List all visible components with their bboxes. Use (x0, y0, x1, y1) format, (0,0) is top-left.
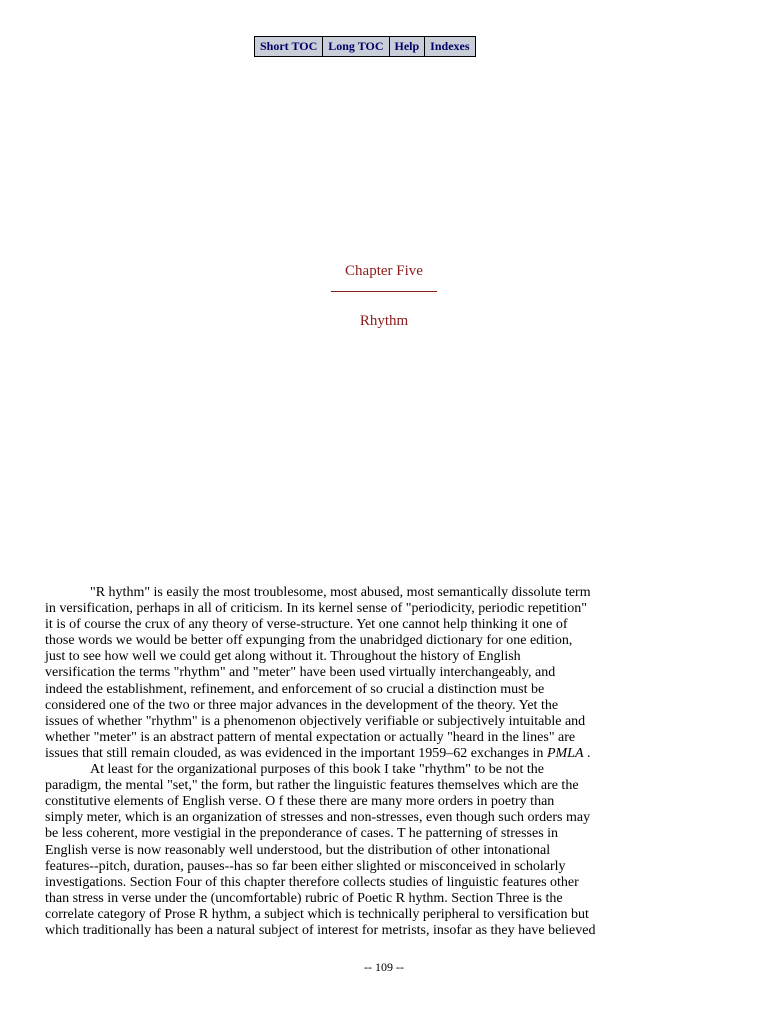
chapter-divider (331, 291, 437, 292)
text-line: issues of whether "rhythm" is a phenomenon objectively verifiable or subjectively intuitable and (45, 713, 586, 729)
text-line: investigations. Section Four of this chapter therefore collects studies of linguistic features other (45, 874, 579, 890)
text-line-tail: . (583, 745, 591, 761)
text-line: features--pitch, duration, pauses--has so far been either slighted or misconceived in scholarly (45, 858, 566, 874)
chapter-title: Rhythm (359, 313, 409, 329)
paragraph (45, 762, 725, 939)
body-text (45, 585, 725, 939)
paragraph (45, 585, 725, 762)
text-line: whether "meter" is an abstract pattern of mental expectation or actually "heard in the lines" are (45, 729, 576, 745)
text-line: simply meter, which is an organization of stresses and non-stresses, even though such orders may (45, 810, 591, 826)
text-line: correlate category of Prose R hythm, a subject which is technically peripheral to versification but (45, 906, 589, 922)
text-line: versification the terms "rhythm" and "meter" have been used virtually interchangeably, and (45, 665, 556, 681)
text-line: indeed the establishment, refinement, and enforcement of so crucial a distinction must be (45, 681, 545, 697)
text-line: just to see how well we could get along without it. Throughout the history of English (45, 649, 521, 665)
page-number: -- 109 -- (364, 960, 404, 974)
text-line-content: issues that still remain clouded, as was evidenced in the important 1959–62 exchanges in (45, 745, 544, 761)
help-button[interactable]: Help (390, 37, 426, 56)
short-toc-button[interactable]: Short TOC (255, 37, 323, 56)
chapter-label: Chapter Five (345, 263, 423, 279)
indexes-button[interactable]: Indexes (425, 37, 474, 56)
text-line: At least for the organizational purposes of this book I take "rhythm" to be not the (90, 762, 545, 778)
text-line: "R hythm" is easily the most troublesome, most abused, most semantically dissolute term (90, 585, 591, 600)
journal-title: PMLA (546, 745, 584, 761)
text-line: be less coherent, more vestigial in the preponderance of cases. T he patterning of stresses in (45, 826, 559, 842)
text-line: those words we would be better off expunging from the unabridged dictionary for one edition, (45, 633, 573, 649)
text-line (45, 746, 725, 762)
text-line: in versification, perhaps in all of criticism. In its kernel sense of "periodicity, periodic repetition" (45, 601, 587, 617)
text-line: English verse is now reasonably well understood, but the distribution of other intonational (45, 842, 551, 858)
text-line: it is of course the crux of any theory of verse-structure. Yet one cannot help thinking it one of (45, 617, 568, 633)
text-line: constitutive elements of English verse. O f these there are many more orders in poetry than (45, 794, 555, 810)
long-toc-button[interactable]: Long TOC (323, 37, 389, 56)
text-line: paradigm, the mental "set," the form, but rather the linguistic features themselves which are the (45, 778, 579, 794)
text-line: which traditionally has been a natural subject of interest for metrists, insofar as they have believed (45, 922, 596, 938)
text-line: considered one of the two or three major advances in the development of the theory. Yet the (45, 697, 559, 713)
text-line: than stress in verse under the (uncomfortable) rubric of Poetic R hythm. Section Three is the (45, 890, 563, 906)
nav-bar (254, 36, 476, 57)
